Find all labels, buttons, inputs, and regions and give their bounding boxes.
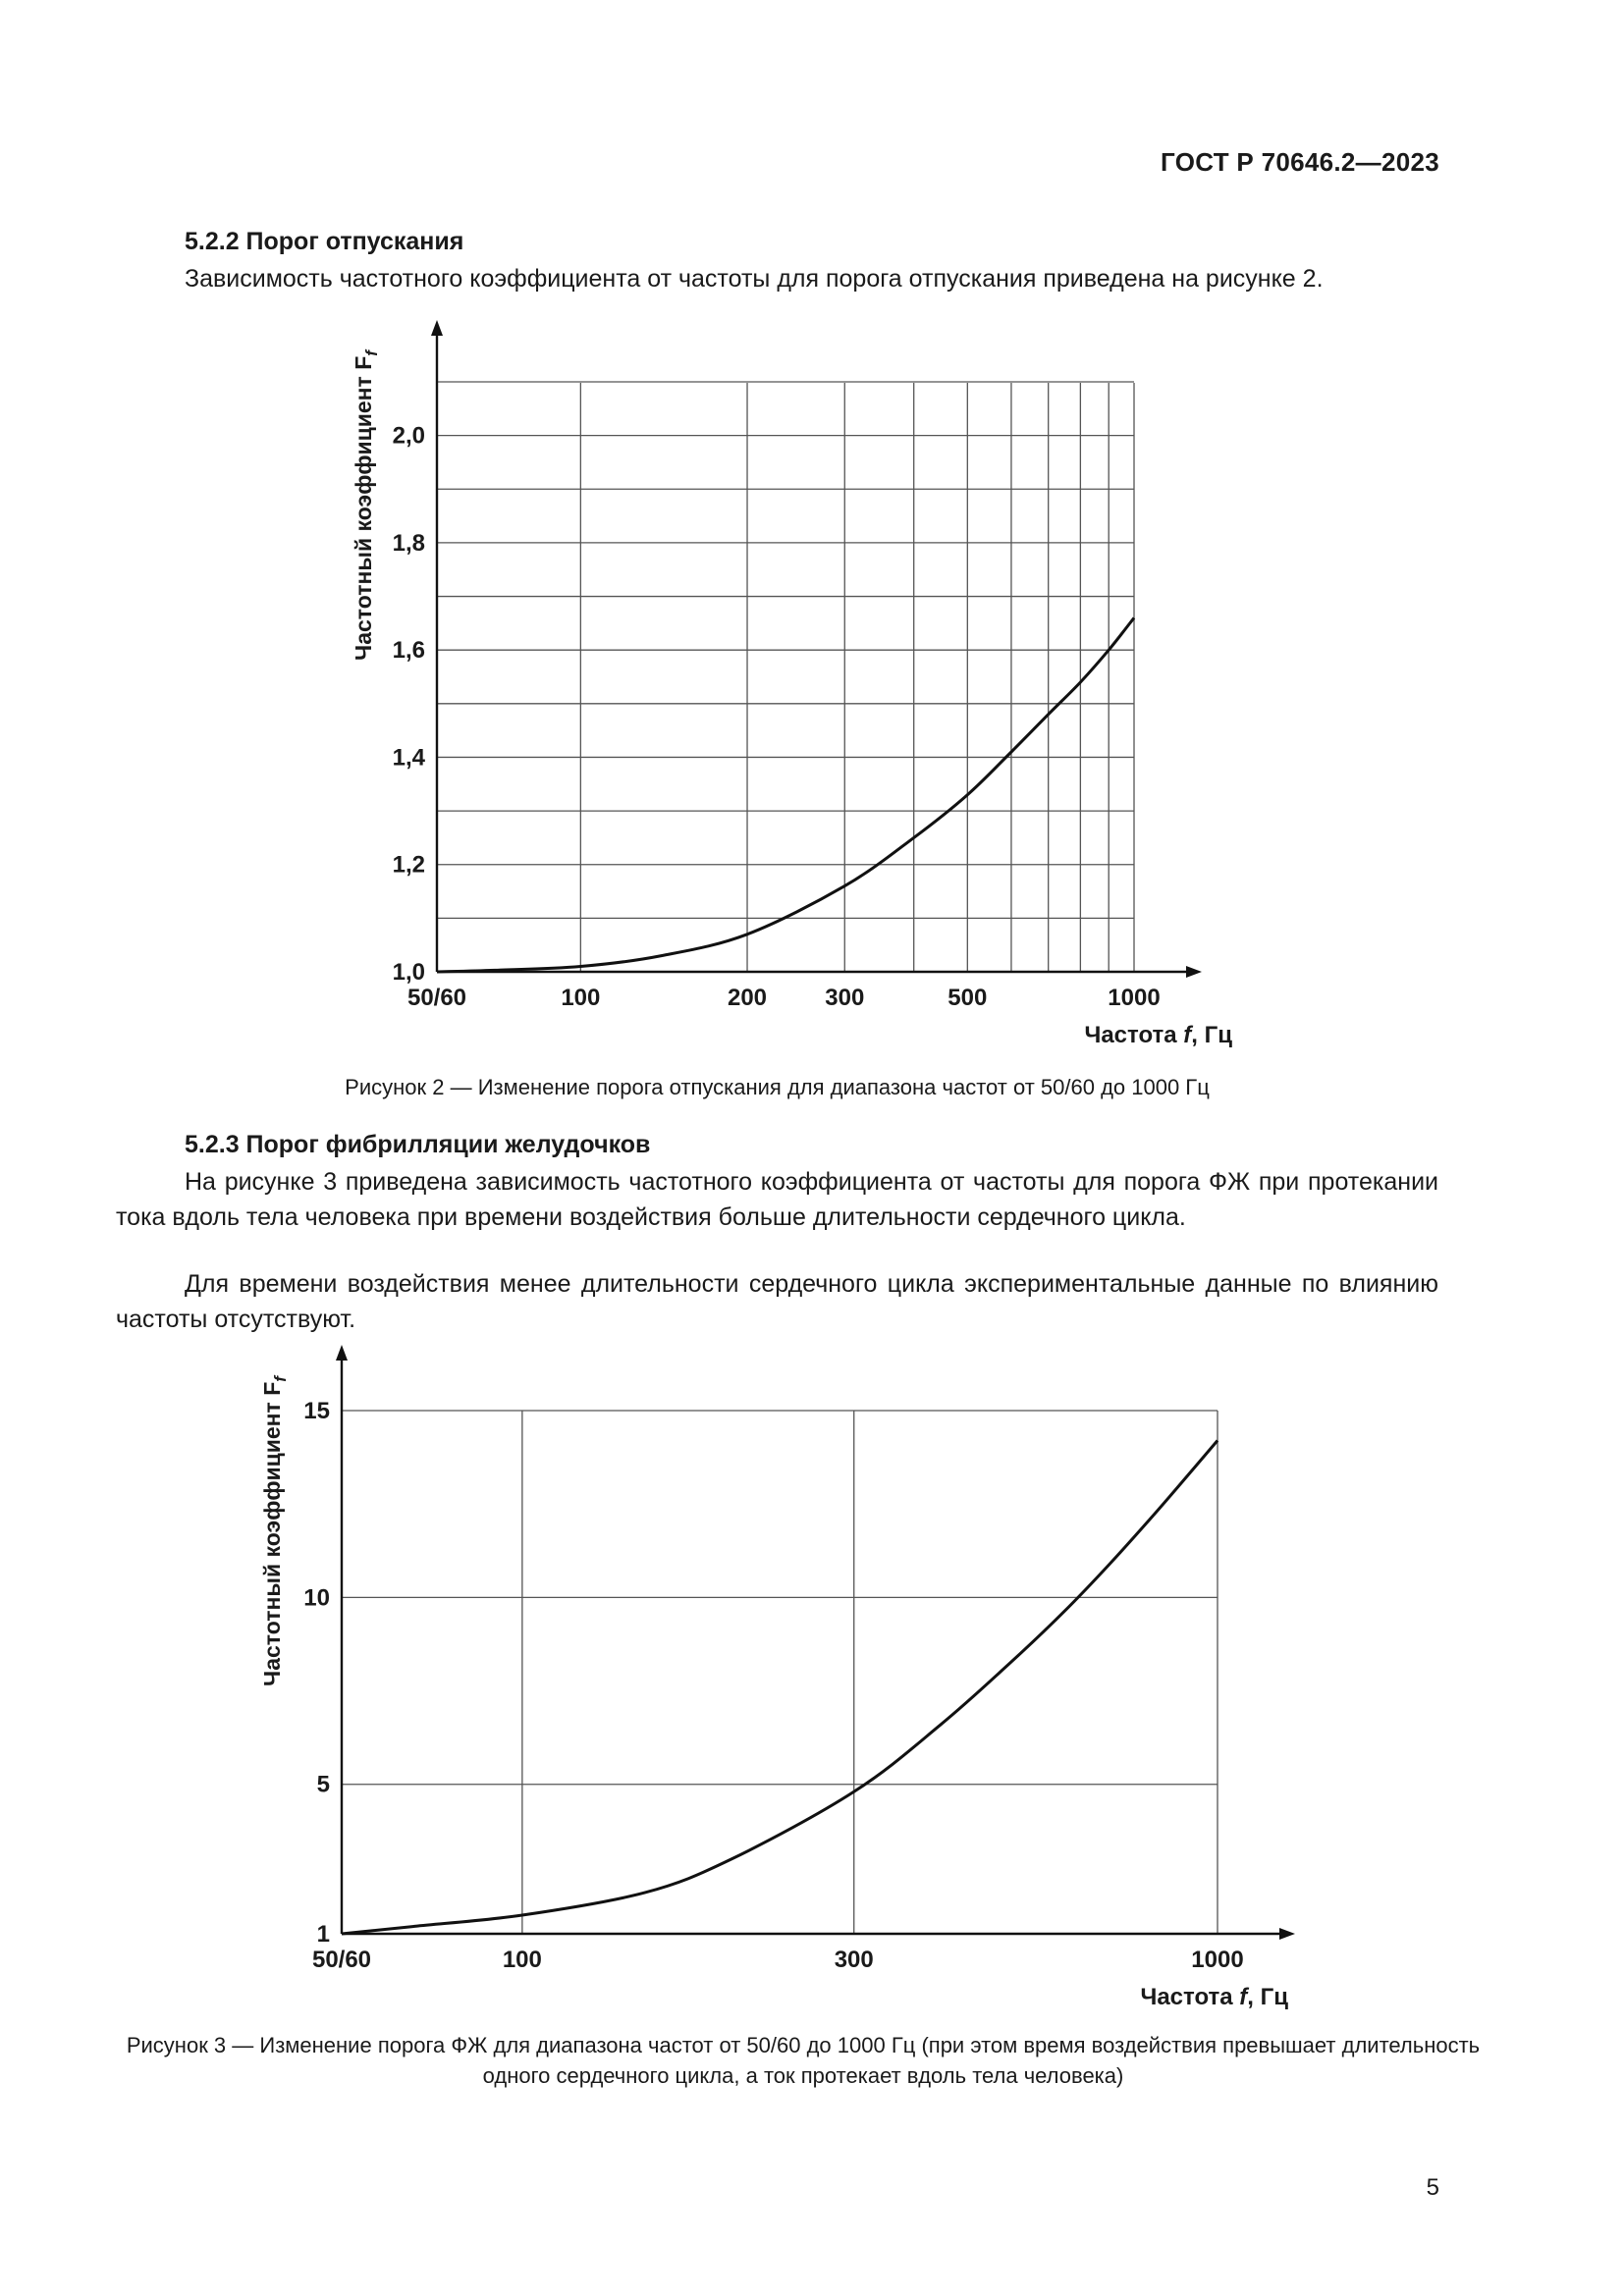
x-axis-arrow: [1279, 1928, 1295, 1940]
figure-2-chart: [324, 314, 1232, 1060]
y-axis-arrow: [336, 1345, 348, 1361]
y-tick-label: 1,0: [392, 959, 425, 986]
y-tick-label: 1,2: [392, 851, 425, 879]
x-tick-label: 1000: [1191, 1947, 1244, 1973]
x-axis-arrow: [1186, 966, 1202, 978]
data-series-curve: [342, 1441, 1218, 1935]
x-tick-label: 100: [502, 1947, 542, 1973]
y-axis-label: Частотный коэффициент $F_f$: [259, 1376, 290, 1686]
figure-2-caption: Рисунок 2 — Изменение порога отпускания для диапазона частот от 50/60 до 1000 Гц: [345, 1075, 1210, 1099]
y-tick-label: 1: [316, 1921, 330, 1948]
x-tick-label: 100: [561, 985, 601, 1011]
y-tick-label: 1,4: [392, 744, 425, 772]
x-tick-label: 1000: [1108, 985, 1161, 1011]
y-tick-label: 10: [303, 1584, 330, 1612]
y-tick-label: 1,6: [392, 637, 425, 665]
x-tick-label: 500: [947, 985, 988, 1011]
section-text-5-2-2: [116, 261, 1438, 296]
x-tick-label: 50/60: [406, 985, 467, 1011]
section-heading-5-2-2: 5.2.2 Порог отпускания: [185, 228, 464, 255]
y-axis-arrow: [431, 320, 443, 336]
x-tick-label: 200: [727, 985, 768, 1011]
x-axis-label: Частота f, Гц: [1140, 1984, 1288, 2010]
x-tick-label: 300: [825, 985, 865, 1011]
figure-3-caption: Рисунок 3 — Изменение порога ФЖ для диапазона частот от 50/60 до 1000 Гц (при этом время воздействия превышает длительность одного сердечного цикла, а ток протекает вдоль тела человека): [126, 2033, 1481, 2088]
figure-3-chart: [250, 1335, 1311, 2022]
document-header: ГОСТ Р 70646.2—2023: [1161, 147, 1439, 177]
section-text-5-2-3-a-content: На рисунке 3 приведена зависимость частотного коэффициента от частоты для порога ФЖ при протекании тока вдоль тела человека при времени воздействия больше длительности сердечного цикла.: [116, 1168, 1438, 1231]
section-text-5-2-2-content: Зависимость частотного коэффициента от частоты для порога отпускания приведена на рисунке 2.: [185, 265, 1324, 293]
x-tick-label: 300: [834, 1947, 874, 1973]
section-text-5-2-3-a: [116, 1164, 1438, 1235]
y-axis-label: Частотный коэффициент $F_f$: [351, 350, 381, 661]
x-axis-label: Частота f, Гц: [1084, 1022, 1232, 1048]
y-tick-label: 1,8: [392, 529, 425, 557]
y-tick-label: 2,0: [392, 422, 425, 450]
section-text-5-2-3-b: [116, 1266, 1438, 1337]
section-text-5-2-3-b-content: Для времени воздействия менее длительности сердечного цикла экспериментальные данные по влиянию частоты отсутствуют.: [116, 1270, 1438, 1333]
y-tick-label: 15: [303, 1398, 330, 1424]
x-tick-label: 50/60: [311, 1947, 372, 1973]
y-tick-label: 5: [316, 1771, 330, 1798]
section-heading-5-2-3: 5.2.3 Порог фибрилляции желудочков: [185, 1131, 651, 1158]
page-number: 5: [1426, 2174, 1439, 2201]
